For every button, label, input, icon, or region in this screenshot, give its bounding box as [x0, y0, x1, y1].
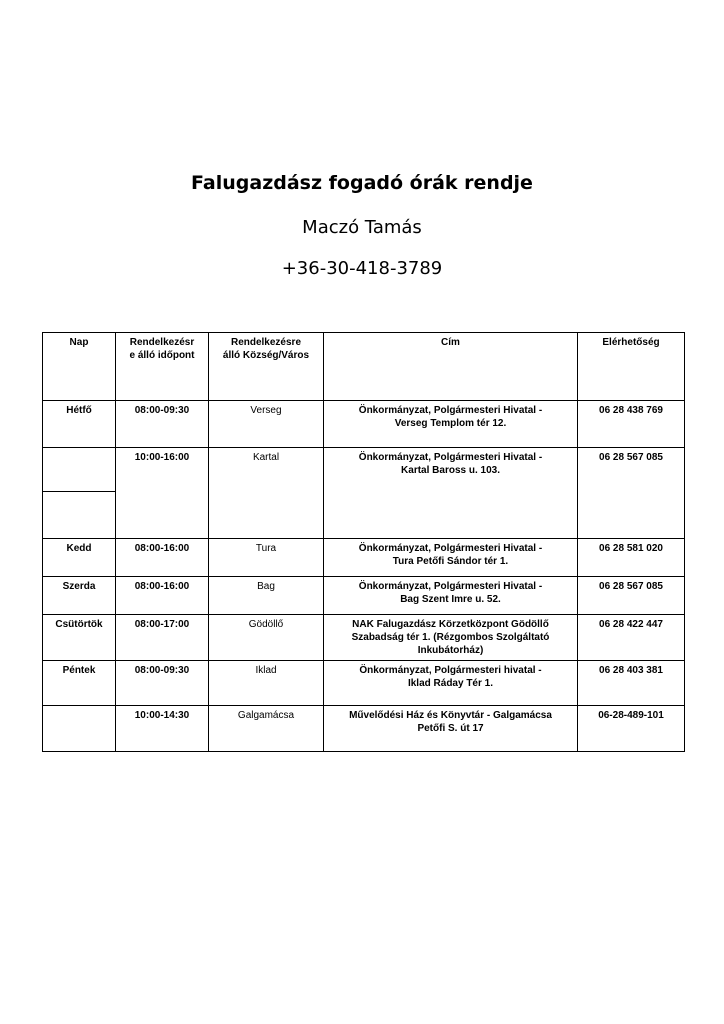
cell-time: 08:00-17:00: [116, 615, 209, 661]
cell-nap: [43, 706, 116, 752]
address-line1: NAK Falugazdász Körzetközpont Gödöllő: [352, 619, 549, 630]
address-line2: Iklad Ráday Tér 1.: [407, 678, 494, 689]
address-line2: Kartal Baross u. 103.: [401, 465, 500, 476]
cell-nap: Szerda: [43, 577, 116, 615]
cell-place: Bag: [209, 577, 324, 615]
cell-empty: [43, 492, 116, 539]
table-row: [43, 615, 685, 661]
table-row: [43, 661, 685, 706]
schedule-table: [42, 332, 685, 752]
table-row: [43, 539, 685, 577]
header-nap: Nap: [43, 333, 116, 401]
address-line1: Önkormányzat, Polgármesteri Hivatal -: [358, 543, 543, 554]
cell-nap: [43, 448, 116, 492]
cell-address: [324, 448, 578, 539]
address-line1: Önkormányzat, Polgármesteri Hivatal -: [358, 452, 543, 463]
address-line2: Szabadság tér 1. (Rézgombos Szolgáltató: [351, 632, 550, 643]
officer-name: Maczó Tamás: [302, 217, 422, 238]
cell-time: 08:00-09:30: [116, 661, 209, 706]
header-idopont-line2: e álló időpont: [129, 350, 195, 361]
cell-contact: 06 28 422 447: [578, 615, 685, 661]
header-idopont: [116, 333, 209, 401]
table-row: [43, 706, 685, 752]
cell-contact: 06-28-489-101: [578, 706, 685, 752]
cell-place: Iklad: [209, 661, 324, 706]
cell-address: [324, 706, 578, 752]
address-line2: Petőfi S. út 17: [417, 723, 484, 734]
cell-time: 10:00-14:30: [116, 706, 209, 752]
cell-time: 10:00-16:00: [116, 448, 209, 539]
cell-nap: Csütörtök: [43, 615, 116, 661]
officer-phone: +36-30-418-3789: [281, 258, 443, 279]
cell-address: [324, 661, 578, 706]
cell-place: Gödöllő: [209, 615, 324, 661]
header-kozseg-line1: Rendelkezésre: [230, 337, 302, 348]
cell-contact: 06 28 567 085: [578, 448, 685, 539]
cell-nap: Hétfő: [43, 401, 116, 448]
cell-time: 08:00-09:30: [116, 401, 209, 448]
cell-place: Galgamácsa: [209, 706, 324, 752]
header-idopont-line1: Rendelkezésr: [129, 337, 195, 348]
cell-address: [324, 615, 578, 661]
cell-address: [324, 401, 578, 448]
table-row: [43, 401, 685, 448]
cell-place: Kartal: [209, 448, 324, 539]
cell-nap: Kedd: [43, 539, 116, 577]
page-title: Falugazdász fogadó órák rendje: [191, 172, 533, 194]
table-row: [43, 448, 685, 492]
address-line3: Inkubátorház): [417, 645, 484, 656]
cell-place: Tura: [209, 539, 324, 577]
address-line1: Művelődési Ház és Könyvtár - Galgamácsa: [349, 710, 552, 721]
cell-place: Verseg: [209, 401, 324, 448]
cell-time: 08:00-16:00: [116, 577, 209, 615]
cell-contact: 06 28 403 381: [578, 661, 685, 706]
cell-contact: 06 28 581 020: [578, 539, 685, 577]
cell-nap: Péntek: [43, 661, 116, 706]
header-cim: Cím: [324, 333, 578, 401]
cell-address: [324, 539, 578, 577]
address-line2: Tura Petőfi Sándor tér 1.: [392, 556, 509, 567]
address-line1: Önkormányzat, Polgármesteri hivatal -: [359, 665, 542, 676]
table-row: [43, 577, 685, 615]
address-line2: Verseg Templom tér 12.: [394, 418, 507, 429]
cell-contact: 06 28 438 769: [578, 401, 685, 448]
header-elerhetoseg: Elérhetőség: [578, 333, 685, 401]
table-header-row: [43, 333, 685, 401]
address-line2: Bag Szent Imre u. 52.: [400, 594, 501, 605]
cell-address: [324, 577, 578, 615]
address-line1: Önkormányzat, Polgármesteri Hivatal -: [358, 405, 543, 416]
cell-contact: 06 28 567 085: [578, 577, 685, 615]
cell-time: 08:00-16:00: [116, 539, 209, 577]
header-kozseg: [209, 333, 324, 401]
address-line1: Önkormányzat, Polgármesteri Hivatal -: [358, 581, 543, 592]
header-kozseg-line2: álló Község/Város: [222, 350, 310, 361]
